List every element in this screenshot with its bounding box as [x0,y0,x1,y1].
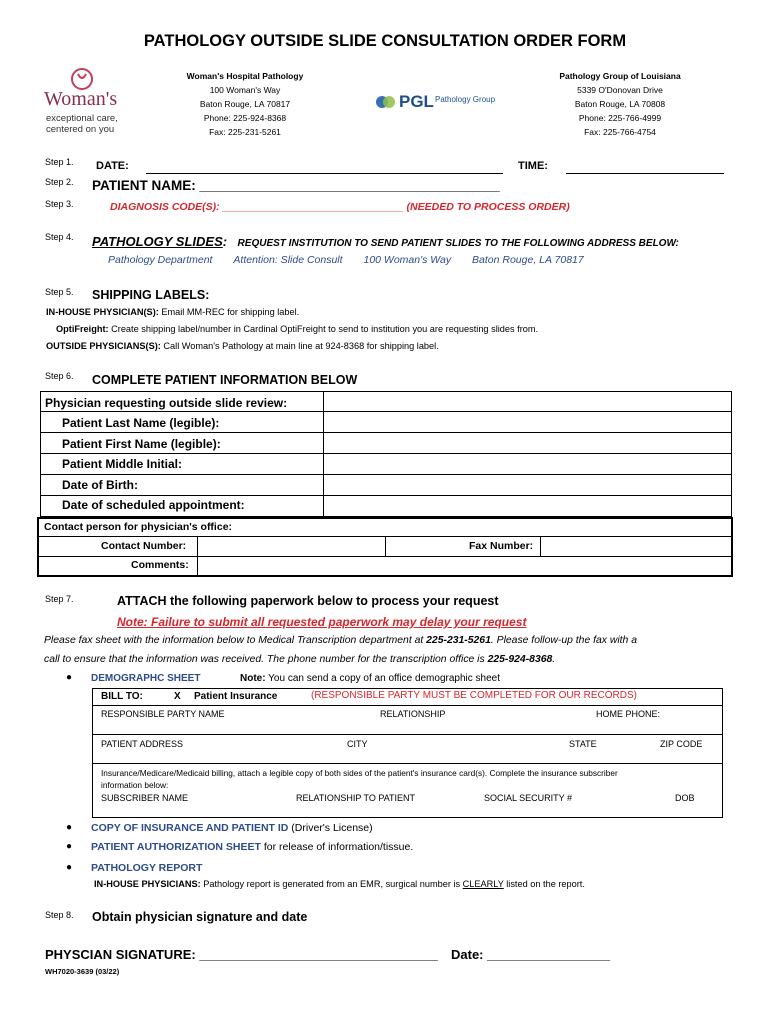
womans-hospital-address: 100 Woman's Way [209,85,281,95]
fax-instr-2c: . [552,654,556,665]
contact-number-input[interactable] [197,537,386,556]
shipping-inhouse-text: Email MM-REC for shipping label. [158,307,300,317]
bullet-icon: ● [66,862,73,873]
shipping-line-outside [46,341,439,351]
patient-address-label: PATIENT ADDRESS [101,739,184,749]
form-number: WH7020-3639 (03/22) [45,967,120,976]
responsible-party-name-label: RESPONSIBLE PARTY NAME [101,709,225,719]
step-8-label: Step 8. [45,910,74,920]
physician-requesting-label: Physician requesting outside slide review: [45,396,288,410]
shipping-line-optifreight [56,324,538,334]
bill-to-label: BILL TO: [101,691,143,702]
zip-code-label: ZIP CODE [660,739,703,749]
slides-address-street: 100 Woman's Way [363,254,452,266]
authorization-sheet-label: PATIENT AUTHORIZATION SHEET [91,841,261,853]
physician-signature-field[interactable]: PHYSCIAN SIGNATURE: _________________________________ [45,947,438,962]
contact-person-label: Contact person for physician's office: [44,521,233,533]
authorization-sheet-item [91,841,413,853]
demographic-sheet-note [240,673,500,684]
pathology-slides-heading [92,233,679,251]
pathology-report-end: listed on the report. [503,879,585,889]
comments-input[interactable] [197,557,731,575]
insurance-copy-item [91,822,373,834]
womans-logo [44,68,124,138]
step-6-label: Step 6. [45,371,74,381]
relationship-to-patient-label: RELATIONSHIP TO PATIENT [296,793,416,803]
demo-note-text: You can send a copy of an office demographic sheet [265,673,500,684]
slides-address-attn: Attention: Slide Consult [233,254,343,266]
pathology-slides-title: PATHOLOGY SLIDES [92,234,223,249]
city-label: CITY [347,739,368,749]
date-field[interactable] [146,173,503,174]
time-field[interactable] [566,173,724,174]
fax-instr-2a: call to ensure that the information was received. The phone number for the transcription office is [44,654,488,665]
time-label: TIME: [518,160,548,172]
row-divider [92,705,723,706]
patient-middle-initial-input[interactable] [323,454,731,474]
shipping-labels-heading: SHIPPING LABELS: [92,288,210,302]
fax-instr-1-number: 225-231-5261 [426,635,491,646]
step-5-label: Step 5. [45,287,74,297]
diagnosis-codes-field[interactable]: DIAGNOSIS CODE(S): _______________________________ (NEEDED TO PROCESS ORDER) [110,201,570,213]
social-security-label: SOCIAL SECURITY # [484,793,573,803]
attach-paperwork-note: Note: Failure to submit all requested paperwork may delay your request [117,615,527,629]
pathology-report-note [94,879,585,889]
pgl-logo [375,92,505,116]
pathology-slides-instruction: REQUEST INSTITUTION TO SEND PATIENT SLIDES TO THE FOLLOWING ADDRESS BELOW: [237,238,679,249]
patient-last-name-input[interactable] [323,412,731,432]
bullet-icon: ● [66,822,73,833]
pathology-slides-colon: : [222,234,228,249]
pathology-report-inhouse: IN-HOUSE PHYSICIANS: [94,879,201,889]
pathology-report-clearly: CLEARLY [462,879,504,889]
date-of-birth-input[interactable] [323,475,731,495]
insurance-instructions: Insurance/Medicare/Medicaid billing, attach a legible copy of both sides of the patient's insurance card(s). Complete the insurance subscriber [101,768,618,778]
womans-emblem-icon [70,68,94,90]
patient-insurance-check[interactable]: X [174,691,181,702]
fax-instr-2-number: 225-924-8368 [487,654,553,665]
date-of-birth-label: Date of Birth: [62,478,138,492]
contact-number-label: Contact Number: [101,540,187,552]
pgl-phone: Phone: 225-766-4999 [578,113,662,123]
shipping-optifreight-label: OptiFreight: [56,324,109,334]
demographic-sheet-label: DEMOGRAPHC SHEET [91,673,201,684]
fax-instr-1a: Please fax sheet with the information below to Medical Transcription department at [44,635,427,646]
shipping-outside-text: Call Woman's Pathology at main line at 924-8368 for shipping label. [160,341,439,351]
shipping-outside-label: OUTSIDE PHYSICIANS(S): [46,341,161,351]
insurance-copy-text: (Driver's License) [288,822,373,834]
patient-first-name-label: Patient First Name (legible): [62,437,221,451]
pgl-city: Baton Rouge, LA 70808 [574,99,666,109]
bullet-icon: ● [66,841,73,852]
step-1-label: Step 1. [45,157,74,167]
insurance-instructions-2: information below: [101,780,169,790]
authorization-sheet-text: for release of information/tissue. [260,841,414,853]
fax-instr-1c: . Please follow-up the fax with a [490,635,637,646]
subscriber-name-label: SUBSCRIBER NAME [101,793,189,803]
relationship-label: RELATIONSHIP [380,709,446,719]
womans-hospital-fax: Fax: 225-231-5261 [209,127,281,137]
patient-first-name-input[interactable] [323,433,731,453]
responsible-party-note: (RESPONSIBLE PARTY MUST BE COMPLETED FOR OUR RECORDS) [311,690,637,701]
home-phone-label: HOME PHONE: [596,709,661,719]
pgl-info [545,69,695,139]
attach-paperwork-heading: ATTACH the following paperwork below to process your request [117,594,499,608]
womans-tagline-2: centered on you [46,124,115,135]
appointment-date-input[interactable] [323,496,731,516]
fax-instructions-line-2 [44,654,555,665]
pgl-name: Pathology Group of Louisiana [559,71,681,81]
physician-requesting-input[interactable] [323,392,731,412]
patient-middle-initial-label: Patient Middle Initial: [62,457,183,471]
pgl-emblem-icon [375,92,397,112]
appointment-date-label: Date of scheduled appointment: [62,498,245,512]
insurance-copy-label: COPY OF INSURANCE AND PATIENT ID [91,822,289,834]
womans-hospital-info [160,69,330,139]
row-divider [92,763,723,764]
fax-instructions-line-1 [44,635,637,646]
form-title: PATHOLOGY OUTSIDE SLIDE CONSULTATION ORDER FORM [143,32,627,50]
shipping-line-inhouse [46,307,299,317]
patient-info-heading: COMPLETE PATIENT INFORMATION BELOW [92,373,358,387]
slides-address [108,254,584,266]
womans-brand: Woman's [44,88,118,110]
pgl-address: 5339 O'Donovan Drive [577,85,663,95]
womans-hospital-phone: Phone: 225-924-8368 [203,113,287,123]
patient-last-name-label: Patient Last Name (legible): [62,416,220,430]
slides-address-dept: Pathology Department [108,254,213,266]
womans-hospital-name: Woman's Hospital Pathology [186,71,304,81]
date-label: DATE: [96,160,129,172]
patient-name-field[interactable]: PATIENT NAME: ________________________________________ [92,178,500,193]
step-3-label: Step 3. [45,199,74,209]
pgl-brand-sub: Pathology Group [435,95,496,104]
fax-number-input[interactable] [540,537,731,556]
dob-label: DOB [675,793,695,803]
step-2-label: Step 2. [45,177,74,187]
step-4-label: Step 4. [45,232,74,242]
fax-number-label: Fax Number: [469,540,534,552]
shipping-optifreight-text: Create shipping label/number in Cardinal OptiFreight to send to institution you are requesting slides from. [108,324,539,334]
demo-note-label: Note: [240,673,266,684]
slides-address-city: Baton Rouge, LA 70817 [472,254,584,266]
patient-insurance-label: Patient Insurance [194,691,278,702]
signature-date-field[interactable]: Date: _________________ [451,947,611,962]
shipping-inhouse-label: IN-HOUSE PHYSICIAN(S): [46,307,159,317]
step-7-label: Step 7. [45,594,74,604]
pgl-fax: Fax: 225-766-4754 [584,127,656,137]
pgl-brand: PGL [399,92,434,111]
comments-label: Comments: [131,559,189,571]
state-label: STATE [569,739,597,749]
pathology-report-text: Pathology report is generated from an EMR, surgical number is [200,879,463,889]
row-divider [92,734,723,735]
signature-heading: Obtain physician signature and date [92,910,308,924]
womans-hospital-city: Baton Rouge, LA 70817 [199,99,291,109]
pathology-report-label: PATHOLOGY REPORT [91,862,203,874]
womans-tagline-1: exceptional care, [46,113,118,124]
bullet-icon: ● [66,672,73,683]
